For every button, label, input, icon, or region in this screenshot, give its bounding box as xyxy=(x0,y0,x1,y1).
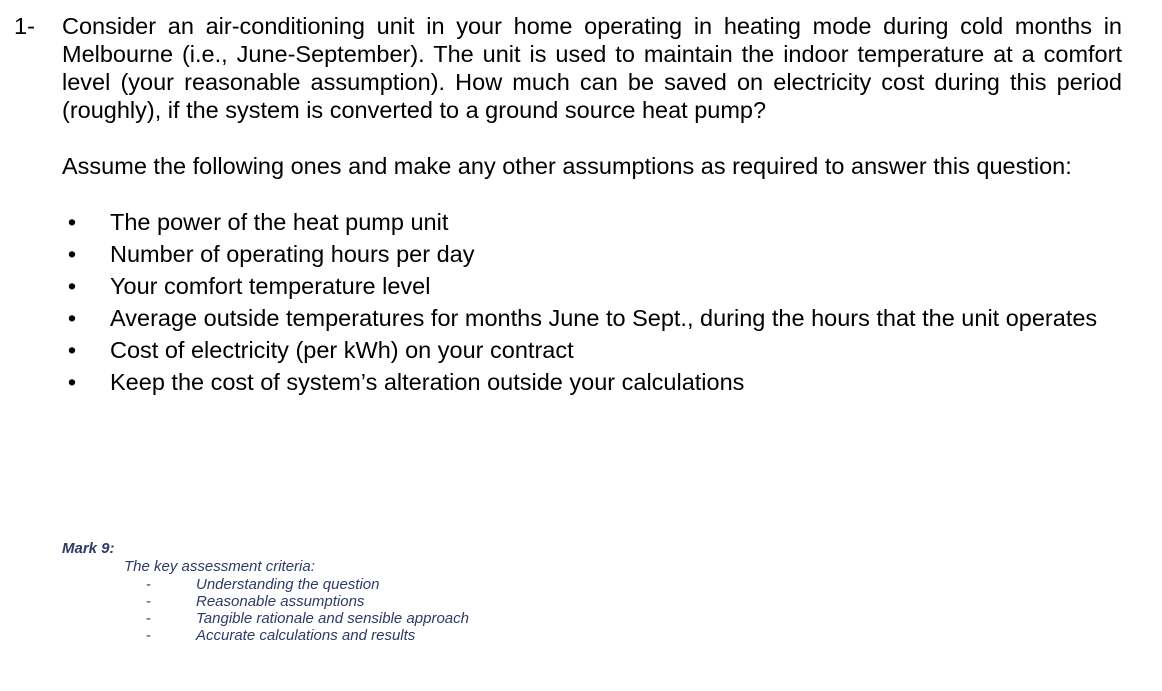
marking-block xyxy=(62,540,762,644)
assumption-item xyxy=(62,304,1122,332)
question-body xyxy=(62,12,1122,400)
criteria-text: Reasonable assumptions xyxy=(196,593,365,610)
assumption-item xyxy=(62,272,1122,300)
assumption-text: Keep the cost of system’s alteration outside your calculations xyxy=(110,369,745,395)
bullet-icon: • xyxy=(67,273,77,299)
criteria-list xyxy=(62,576,762,644)
assumption-item xyxy=(62,240,1122,268)
assumption-list xyxy=(62,208,1122,396)
dash-icon: - xyxy=(146,627,151,644)
criteria-text: Tangible rationale and sensible approach xyxy=(196,610,469,627)
dash-icon: - xyxy=(146,593,151,610)
dash-icon: - xyxy=(146,576,151,593)
criteria-item xyxy=(146,610,762,627)
question-assumptions-intro: Assume the following ones and make any other assumptions as required to answer this question: xyxy=(62,153,1072,179)
criteria-title: The key assessment criteria: xyxy=(124,558,315,575)
assumption-item xyxy=(62,336,1122,364)
assumption-item xyxy=(62,368,1122,396)
question-intro: Consider an air-conditioning unit in your home operating in heating mode during cold months in Melbourne (i.e., June-September). The unit is used to maintain the indoor temperature at a comfort level (your reasonable assumption). How much can be saved on electricity cost during this period (roughly), if the system is converted to a ground source heat pump? xyxy=(62,13,1122,123)
bullet-icon: • xyxy=(67,337,77,363)
assumption-text: Cost of electricity (per kWh) on your contract xyxy=(110,337,574,363)
mark-title: Mark 9: xyxy=(62,540,115,557)
bullet-icon: • xyxy=(67,369,77,395)
dash-icon: - xyxy=(146,610,151,627)
bullet-icon: • xyxy=(67,305,77,331)
assumption-text: Average outside temperatures for months June to Sept., during the hours that the unit operates xyxy=(110,305,1098,331)
assumption-text: Number of operating hours per day xyxy=(110,241,475,267)
criteria-text: Accurate calculations and results xyxy=(196,627,416,644)
criteria-item xyxy=(146,627,762,644)
criteria-item xyxy=(146,576,762,593)
criteria-item xyxy=(146,593,762,610)
assumption-text: The power of the heat pump unit xyxy=(110,209,449,235)
assumption-text: Your comfort temperature level xyxy=(110,273,431,299)
criteria-text: Understanding the question xyxy=(196,576,380,593)
bullet-icon: • xyxy=(67,209,77,235)
assumption-item xyxy=(62,208,1122,236)
question-number: 1- xyxy=(14,13,35,39)
bullet-icon: • xyxy=(67,241,77,267)
